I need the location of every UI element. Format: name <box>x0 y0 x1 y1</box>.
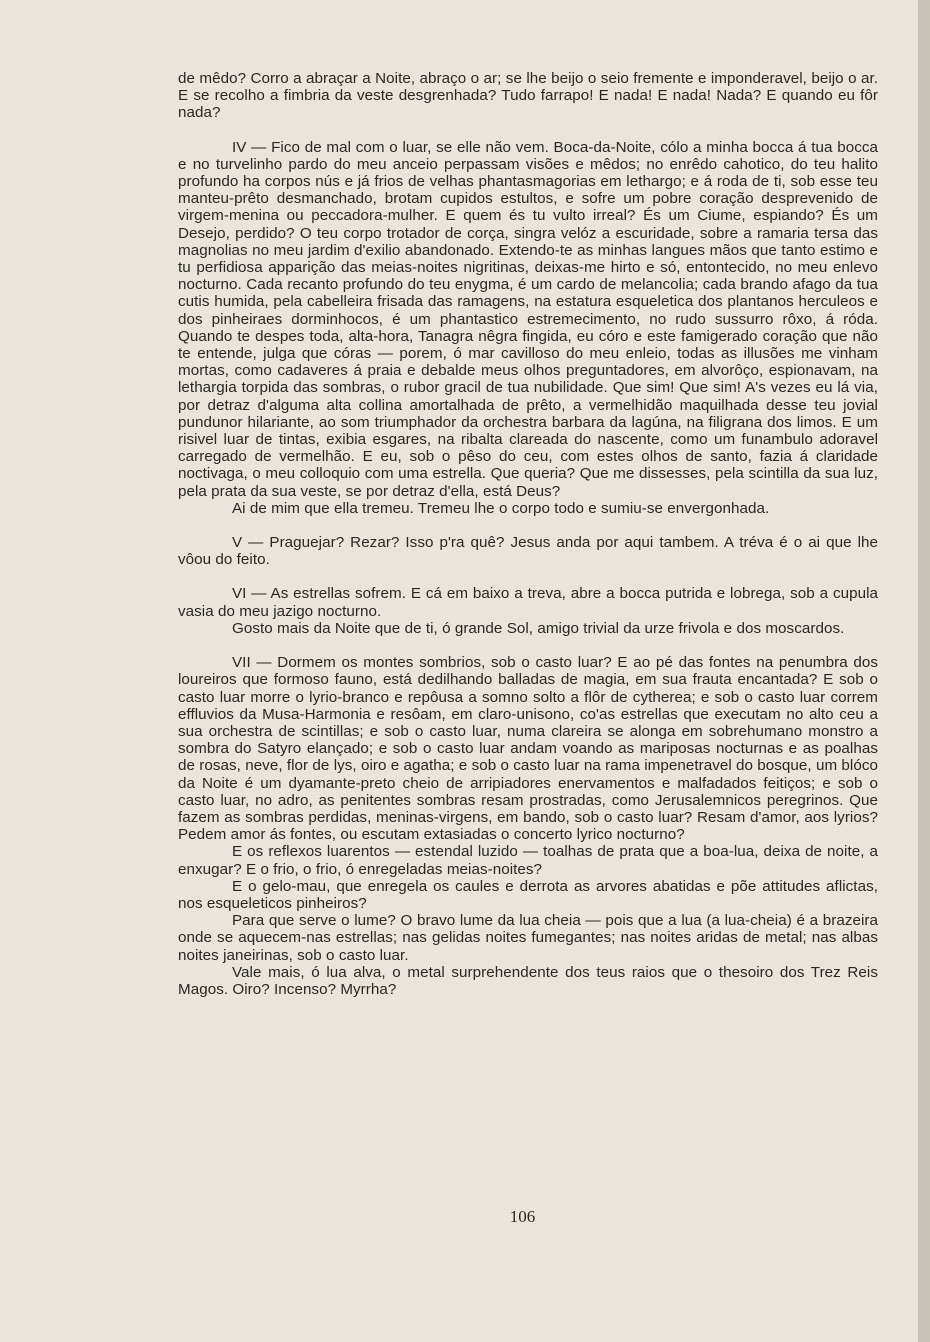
page-number: 106 <box>509 1207 536 1226</box>
paragraph-iv-end: Ai de mim que ella tremeu. Tremeu lhe o corpo todo e sumiu-se envergonhada. <box>232 499 770 517</box>
page-edge <box>918 0 930 1342</box>
paragraph-lume: Para que serve o lume? O bravo lume da lua cheia — pois que a lua (a lua-cheia) é a brazeira onde se aquecem-nas estrellas; nas gelidas noites fumegantes; nas noites aridas de metal; nas albas noites janeirinas, sob o casto luar. <box>178 912 878 964</box>
paragraph-vi-sol: Gosto mais da Noite que de ti, ó grande Sol, amigo trivial da urze frivola e dos moscardos. <box>232 619 845 637</box>
paragraph-gelo: E o gelo-mau, que enregela os caules e derrota as arvores abatidas e põe attitudes aflictas, nos esqueleticos pinheiros? <box>178 877 878 912</box>
paragraph-v: V — Praguejar? Rezar? Isso p'ra quê? Jesus anda por aqui tambem. A tréva é o ai que lhe vôou do feito. <box>178 534 878 569</box>
paragraph-vii: VII — Dormem os montes sombrios, sob o casto luar? E ao pé das fontes na penumbra dos loureiros que formoso fauno, está dedilhando balladas de magia, em sua frauta encantada? E sob o casto luar morre o lyrio-branco e repôusa a somno solto a flôr de cytherea; e sob o casto luar correm effluvios da Musa-Harmonia e resôam, em claro-unisono, co'as estrellas que executam no alto ceu a sua orchestra de scintillas; e sob o casto luar, numa clareira se alonga em sobrehumano monstro a sombra do Satyro elançado; e sob o casto luar andam voando as mariposas nocturnas e as poalhas de rosas, neve, flor de lys, oiro e agatha; e sob o casto luar na rama impenetravel do bosque, um blóco da Noite é um dyamante-preto cheio de arripiadores enervamentos e malfadados feitiços; e sob o casto luar, no adro, as penitentes sombras resam prostradas, como Jerusalemnicos peregrinos. Que fazem as sombras perdidas, meninas-virgens, em bando, sob o casto luar? Resam d'amor, aos lyrios? Pedem amor ás fontes, ou escutam extasiadas o concerto lyrico nocturno? <box>178 654 878 844</box>
paragraph-iv: IV — Fico de mal com o luar, se elle não vem. Boca-da-Noite, cólo a minha bocca á tua bocca e no turvelinho pardo do meu anceio perpassam visões e mêdos; no enrêdo cahotico, do teu halito profundo ha corpos nús e já frios de velhas phantasmagorias em lethargo; e á roda de ti, sob esse teu manteu-prêto desmanchado, brotam cupidos estultos, e sofre um pobre coração desprevenido de virgem-menina ou peccadora-mulher. E quem és tu vulto irreal? És um Ciume, espiando? És um Desejo, perdido? O teu corpo trotador de corça, singra velóz a escuridade, sobre a ramaria tersa das magnolias no meu jardim d'exilio abandonado. Extendo-te as minhas langues mãos que tanto estimo e tu perfidiosa apparição das meias-noites nigritinas, deixas-me hirto e só, entontecido, no meu enlevo nocturno. Cada recanto profundo do teu enygma, é um cardo de melancolia; cada brando afago da tua cutis humida, pela cabelleira frisada das ramagens, na estatura esqueletica dos plantanos herculeos e dos pinheiraes dorminhocos, é um phantastico estremecimento, no rudo sussurro rôxo, á róda. Quando te despes toda, alta-hora, Tanagra nêgra fingida, eu córo e este famigerado coração que não te entende, julga que córas — porem, ó mar cavilloso do meu enleio, todas as illusões me vinham mortas, como cadaveres á praia e debalde meus olhos preguntadores, em alvorôço, espionavam, na lethargia torpida das sombras, o rubor gracil de tua nubilidade. Que sim! Que sim! A's vezes eu lá via, por detraz d'alguma alta collina amortalhada de prêto, a vermelhidão maquilhada desse teu jovial pundunor hilariante, ao som triumphador da orchestra barbara da lagúna, na filigrana dos limos. E um risivel luar de tintas, exibia esgares, na ribalta clareada do nascente, como um funambulo adoravel carregado de vermelhão. E eu, sob o pêso do ceu, com estes olhos de santo, fazia á claridade noctivaga, o meu colloquio com uma estrella. Que queria? Que me dissesses, pela scintilla da sua luz, pela prata da sua veste, se por detraz d'ella, está Deus? <box>178 138 878 500</box>
paragraph-lua-alva: Vale mais, ó lua alva, o metal surprehendente dos teus raios que o thesoiro dos Trez Reis Magos. Oiro? Incenso? Myrrha? <box>178 963 878 998</box>
body-text <box>178 70 878 998</box>
paragraph-reflexos: E os reflexos luarentos — estendal luzido — toalhas de prata que a boa-lua, deixa de noite, a enxugar? E o frio, o frio, ó enregeladas meias-noites? <box>178 843 878 878</box>
paragraph-vi: VI — As estrellas sofrem. E cá em baixo a treva, abre a bocca putrida e lobrega, sob a cupula vasia do meu jazigo nocturno. <box>178 585 878 620</box>
paragraph-continuation: de mêdo? Corro a abraçar a Noite, abraço o ar; se lhe beijo o seio fremente e imponderavel, beijo o ar. E se recolho a fimbria da veste desgrenhada? Tudo farrapo! E nada! E nada! Nada? E quando eu fôr nada? <box>178 70 878 122</box>
